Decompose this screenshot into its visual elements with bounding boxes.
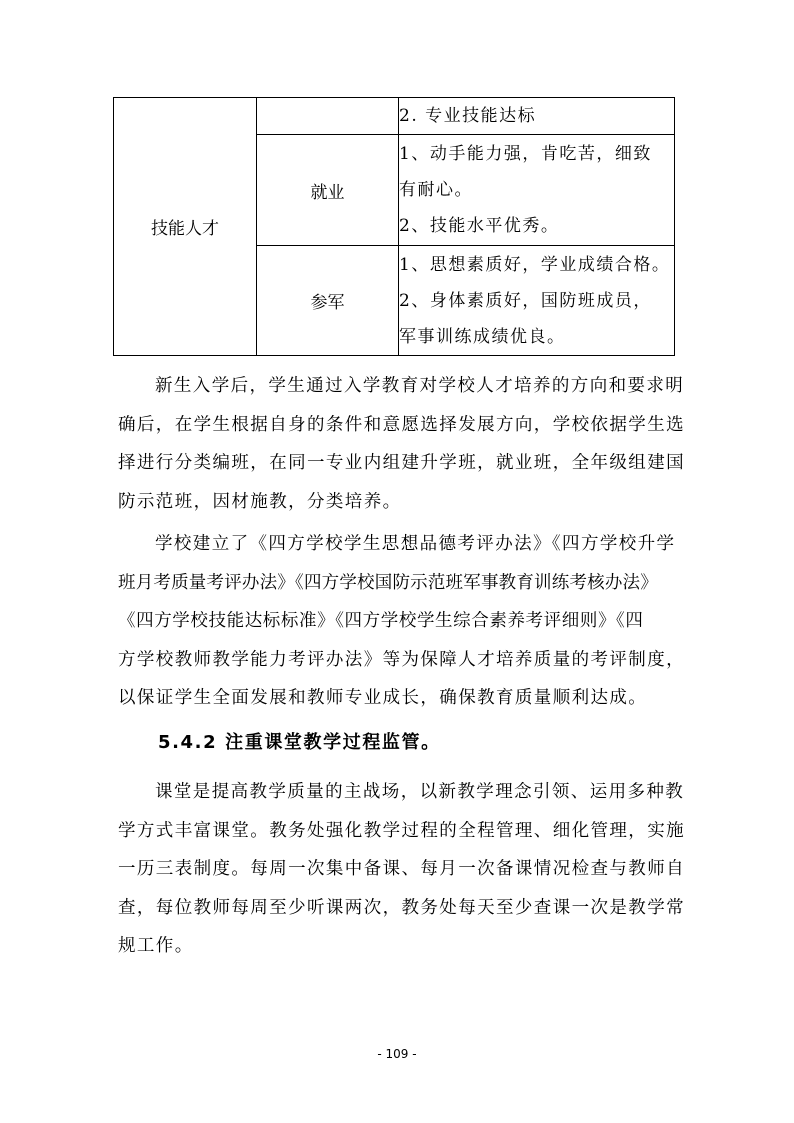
paragraph-classroom-supervision [118, 773, 685, 966]
paragraph-line: 规工作。 [118, 936, 194, 956]
talent-requirements-table [113, 97, 675, 356]
table-row [114, 98, 675, 135]
paragraph-line: 学方式丰富课堂。教务处强化教学过程的全程管理、细化管理，实施 [118, 820, 685, 841]
paragraph-class-placement [118, 367, 685, 521]
category-label: 技能人才 [151, 219, 219, 239]
paragraph-line: 学校建立了《四方学校学生思想品德考评办法》《四方学校升学 [155, 534, 676, 554]
table-cell-requirements [399, 246, 675, 356]
paragraph-line: 《四方学校技能达标标准》《四方学校学生综合素养考评细则》《四 [118, 611, 644, 631]
requirement-line: 军事训练成绩优良。 [399, 326, 566, 347]
paragraph-line: 班月考质量考评办法》《四方学校国防示范班军事教育训练考核办法》 [118, 572, 658, 593]
table-cell-subcategory [257, 246, 399, 356]
paragraph-line: 方学校教师教学能力考评办法》等为保障人才培养质量的考评制度， [118, 649, 685, 670]
page-number: - 109 - [377, 1047, 417, 1061]
paragraph-line: 一历三表制度。每周一次集中备课、每月一次备课情况检查与教师自 [118, 859, 685, 879]
section-heading: 5.4.2 注重课堂教学过程监管。 [158, 732, 441, 753]
paragraph-evaluation-system [118, 525, 685, 718]
requirement-line: 1、思想素质好，学业成绩合格。 [399, 254, 671, 275]
paragraph-line: 课堂是提高教学质量的主战场，以新教学理念引领、运用多种教 [155, 782, 685, 802]
requirement-line: 2. 专业技能达标 [399, 106, 537, 126]
subcategory-label: 就业 [310, 182, 345, 203]
table-cell-requirements [399, 135, 675, 246]
paragraph-line: 确后，在学生根据自身的条件和意愿选择发展方向，学校依据学生选 [118, 414, 685, 435]
paragraph-line: 防示范班，因材施教，分类培养。 [118, 491, 402, 512]
paragraph-line: 择进行分类编班，在同一专业内组建升学班，就业班，全年级组建国 [118, 453, 685, 473]
requirement-line: 2、技能水平优秀。 [399, 216, 560, 236]
requirement-line: 有耐心。 [399, 180, 473, 200]
table-cell-requirements [399, 98, 675, 135]
paragraph-line: 新生入学后，学生通过入学教育对学校人才培养的方向和要求明 [155, 376, 685, 396]
subcategory-label: 参军 [310, 293, 345, 313]
requirement-line: 1、动手能力强，肯吃苦，细致 [399, 144, 652, 164]
table-cell-subcategory [257, 98, 399, 135]
table-cell-category [114, 98, 257, 356]
requirement-line: 2、身体素质好，国防班成员， [399, 290, 652, 311]
paragraph-line: 以保证学生全面发展和教师专业成长，确保教育质量顺利达成。 [118, 688, 648, 708]
paragraph-line: 查，每位教师每周至少听课两次，教务处每天至少查课一次是教学常 [118, 897, 685, 918]
table-cell-subcategory [257, 135, 399, 246]
